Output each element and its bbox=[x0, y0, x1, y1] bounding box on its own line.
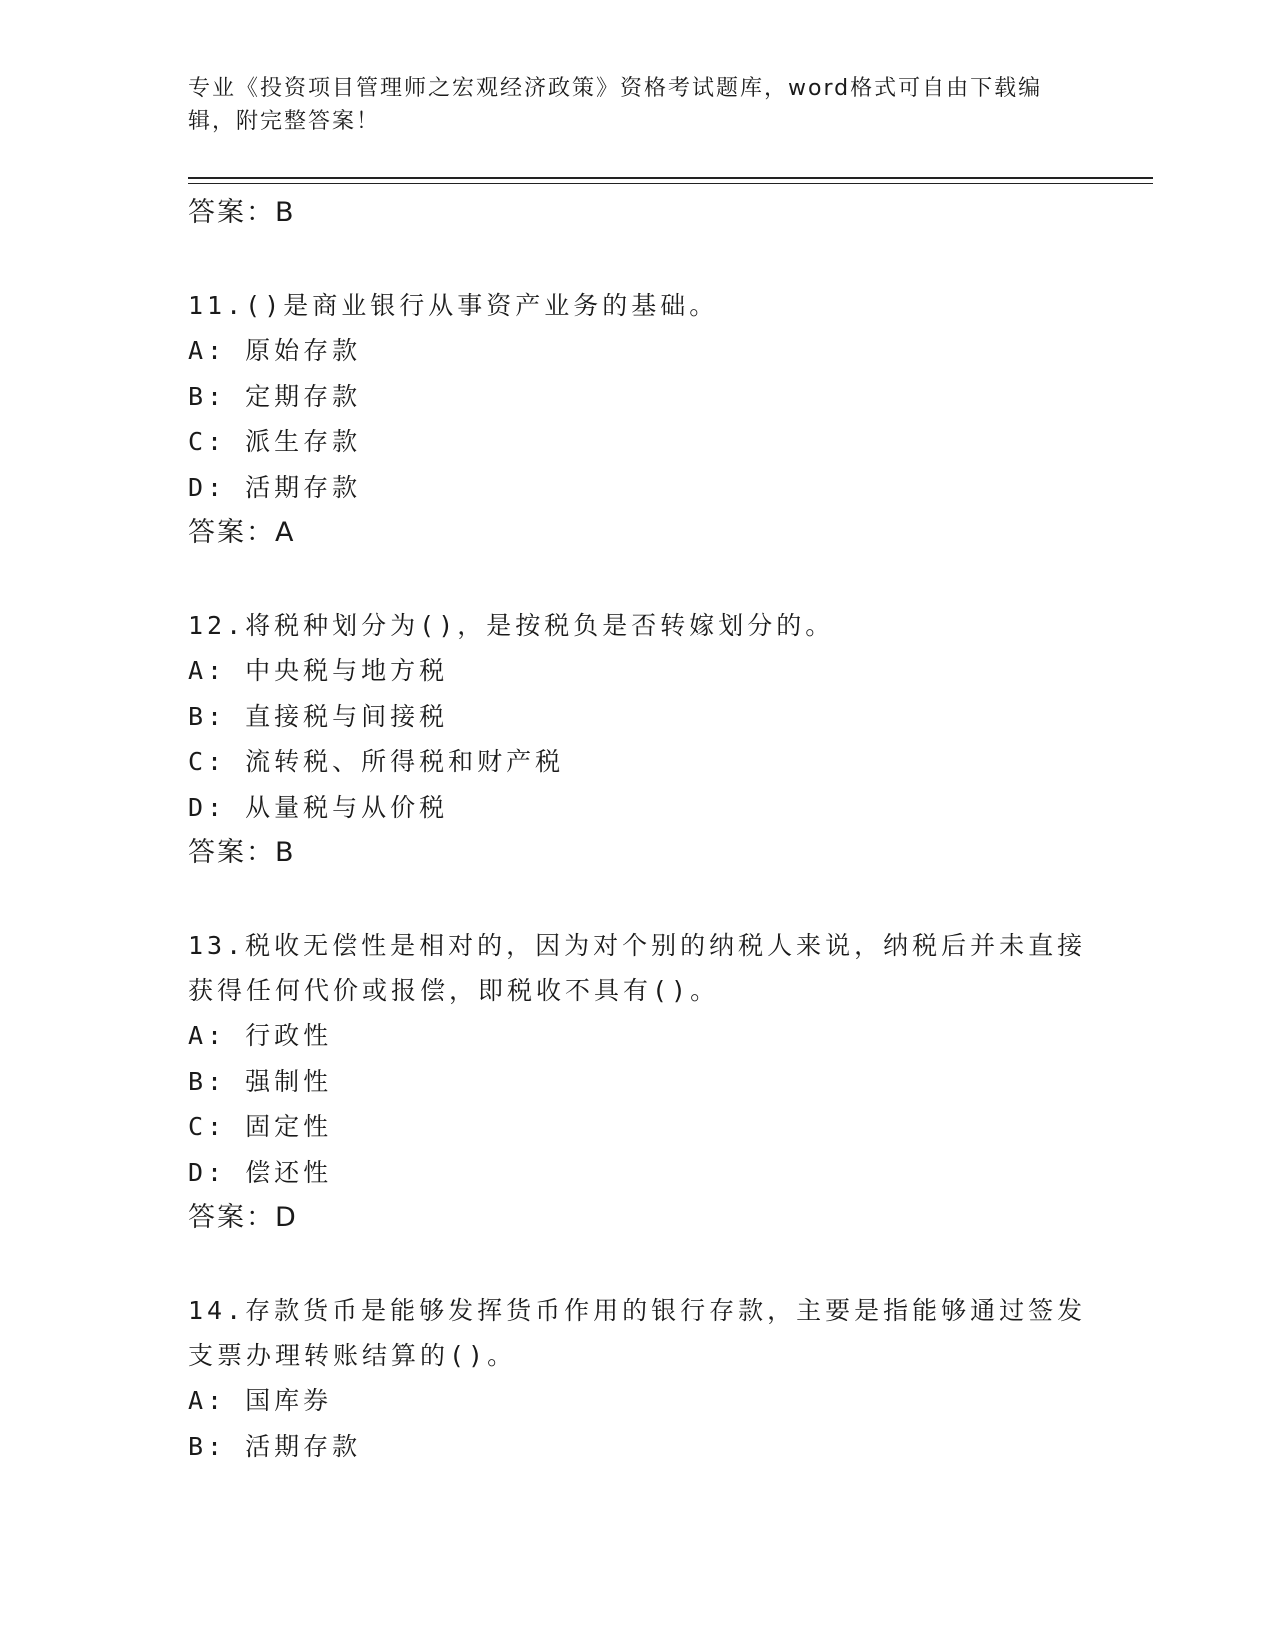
question-block bbox=[188, 283, 1088, 555]
option-b: B: 活期存款 bbox=[188, 1431, 362, 1461]
header-rule-thin bbox=[188, 183, 1153, 184]
option-c: C: 派生存款 bbox=[188, 427, 362, 456]
spacer bbox=[188, 1240, 1088, 1288]
option-b: B: 直接税与间接税 bbox=[188, 701, 449, 731]
option-c: C: 流转税、所得税和财产税 bbox=[188, 747, 565, 776]
option-d: D: 偿还性 bbox=[188, 1157, 333, 1187]
document-header: 专业《投资项目管理师之宏观经济政策》资格考试题库，word格式可自由下载编辑，附完整答案！ bbox=[188, 76, 1043, 134]
question-block bbox=[188, 603, 1088, 875]
question-stem: 13.税收无偿性是相对的，因为对个别的纳税人来说，纳税后并未直接获得任何代价或报偿，即税收不具有()。 bbox=[188, 931, 1087, 1005]
question-stem: 12.将税种划分为()，是按税负是否转嫁划分的。 bbox=[188, 611, 835, 640]
answer-line: 答案：A bbox=[188, 517, 296, 548]
spacer bbox=[188, 555, 1088, 603]
answer-line: 答案：B bbox=[188, 837, 296, 868]
header-rule-thick bbox=[188, 177, 1153, 179]
spacer bbox=[188, 875, 1088, 923]
question-block bbox=[188, 1288, 1088, 1469]
option-a: A: 原始存款 bbox=[188, 336, 362, 365]
option-a: A: 中央税与地方税 bbox=[188, 656, 449, 685]
answer-line: 答案：D bbox=[188, 1202, 298, 1233]
option-c: C: 固定性 bbox=[188, 1112, 333, 1141]
question-stem: 14.存款货币是能够发挥货币作用的银行存款，主要是指能够通过签发支票办理转账结算的()。 bbox=[188, 1296, 1087, 1370]
option-b: B: 定期存款 bbox=[188, 381, 362, 411]
question-block bbox=[188, 923, 1088, 1240]
question-list bbox=[188, 190, 1088, 1469]
option-b: B: 强制性 bbox=[188, 1066, 333, 1096]
option-a: A: 行政性 bbox=[188, 1021, 333, 1050]
option-d: D: 从量税与从价税 bbox=[188, 792, 449, 822]
option-d: D: 活期存款 bbox=[188, 472, 362, 502]
spacer bbox=[188, 235, 1088, 283]
answer-line: 答案：B bbox=[188, 197, 296, 228]
option-a: A: 国库券 bbox=[188, 1386, 333, 1415]
question-stem: 11.()是商业银行从事资产业务的基础。 bbox=[188, 291, 719, 320]
